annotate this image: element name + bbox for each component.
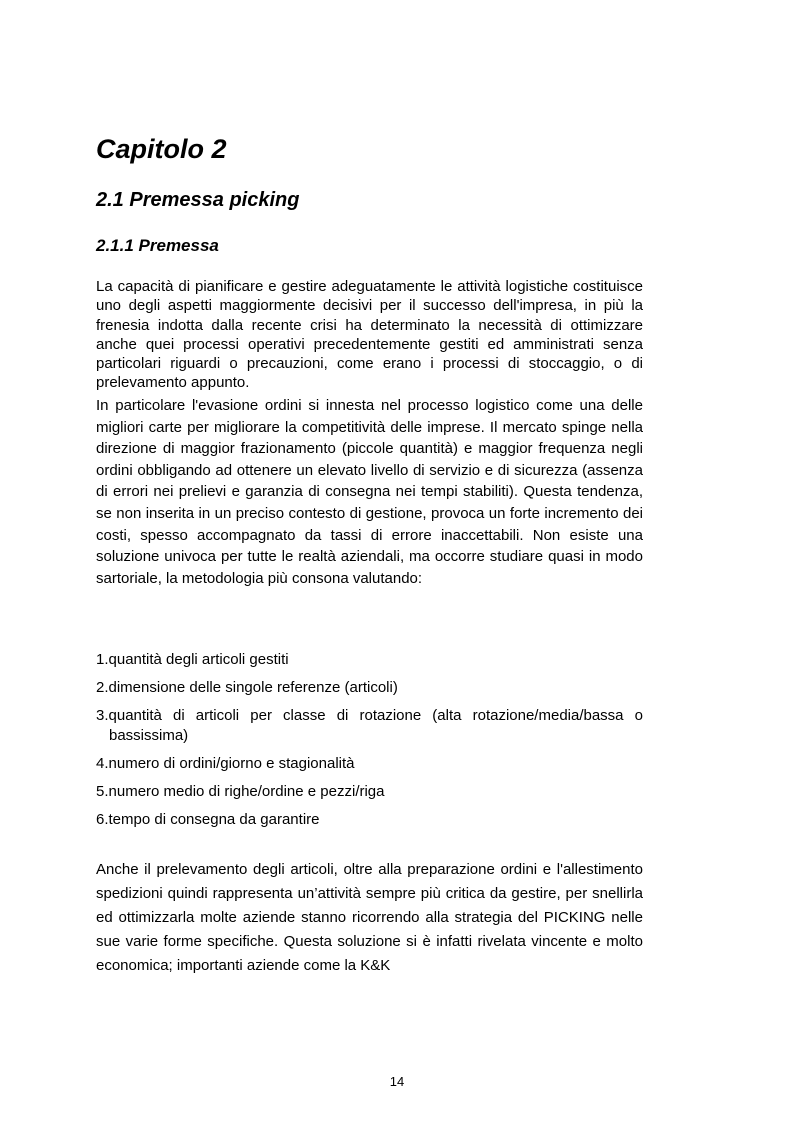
paragraph-picking-strategy: Anche il prelevamento degli articoli, oltre alla preparazione ordini e l'allestimento spedizioni quindi rappresenta un’attività sempre più critica da gestire, per snellirla ed ottimizzarla molte aziende stanno ricorrendo alla strategia del PICKING nelle sue varie forme specifiche. Questa soluzione si è infatti rivelata vincente e molto economica; importanti aziende come la K&K <box>96 861 643 974</box>
list-item: 1.quantità degli articoli gestiti <box>96 651 289 668</box>
evaluation-criteria-list <box>96 650 643 838</box>
list-item: 2.dimensione delle singole referenze (articoli) <box>96 679 398 696</box>
paragraph-order-fulfilment: In particolare l'evasione ordini si innesta nel processo logistico come una delle migliori carte per migliorare la competitività delle imprese. Il mercato spinge nella direzione di maggior frazionamento (piccole quantità) e maggior frequenza negli ordini obbligando ad ottenere un elevato livello di servizio e di sicurezza (assenza di errori nei prelievi e garanzia di consegna nei tempi stabiliti). Questa tendenza, se non inserita in un preciso contesto di gestione, provoca un forte incremento dei costi, spesso accompagnato da tassi di errore inaccettabili. Non esiste una soluzione univoca per tutte le realtà aziendali, ma occorre studiare quasi in modo sartoriale, la metodologia più consona valutando: <box>96 397 643 587</box>
list-item: 6.tempo di consegna da garantire <box>96 811 320 828</box>
subsection-title: 2.1.1 Premessa <box>96 236 219 255</box>
page-number: 14 <box>389 1074 405 1089</box>
list-item: 4.numero di ordini/giorno e stagionalità <box>96 755 355 772</box>
paragraph-intro: La capacità di pianificare e gestire adeguatamente le attività logistiche costituisce uno degli aspetti maggiormente decisivi per il successo dell'impresa, in più la frenesia indotta dalla recente crisi ha determinato la necessità di ottimizzare anche quei processi operativi precedentemente gestiti ed amministrati senza particolari riguardi o precauzioni, come erano i processi di stoccaggio, o di prelevamento appunto. <box>96 278 643 392</box>
section-title: 2.1 Premessa picking <box>96 189 300 211</box>
list-item: 5.numero medio di righe/ordine e pezzi/riga <box>96 783 385 800</box>
list-item: 3.quantità di articoli per classe di rotazione (alta rotazione/media/bassa o bassissima) <box>96 707 643 744</box>
chapter-title: Capitolo 2 <box>96 134 227 164</box>
